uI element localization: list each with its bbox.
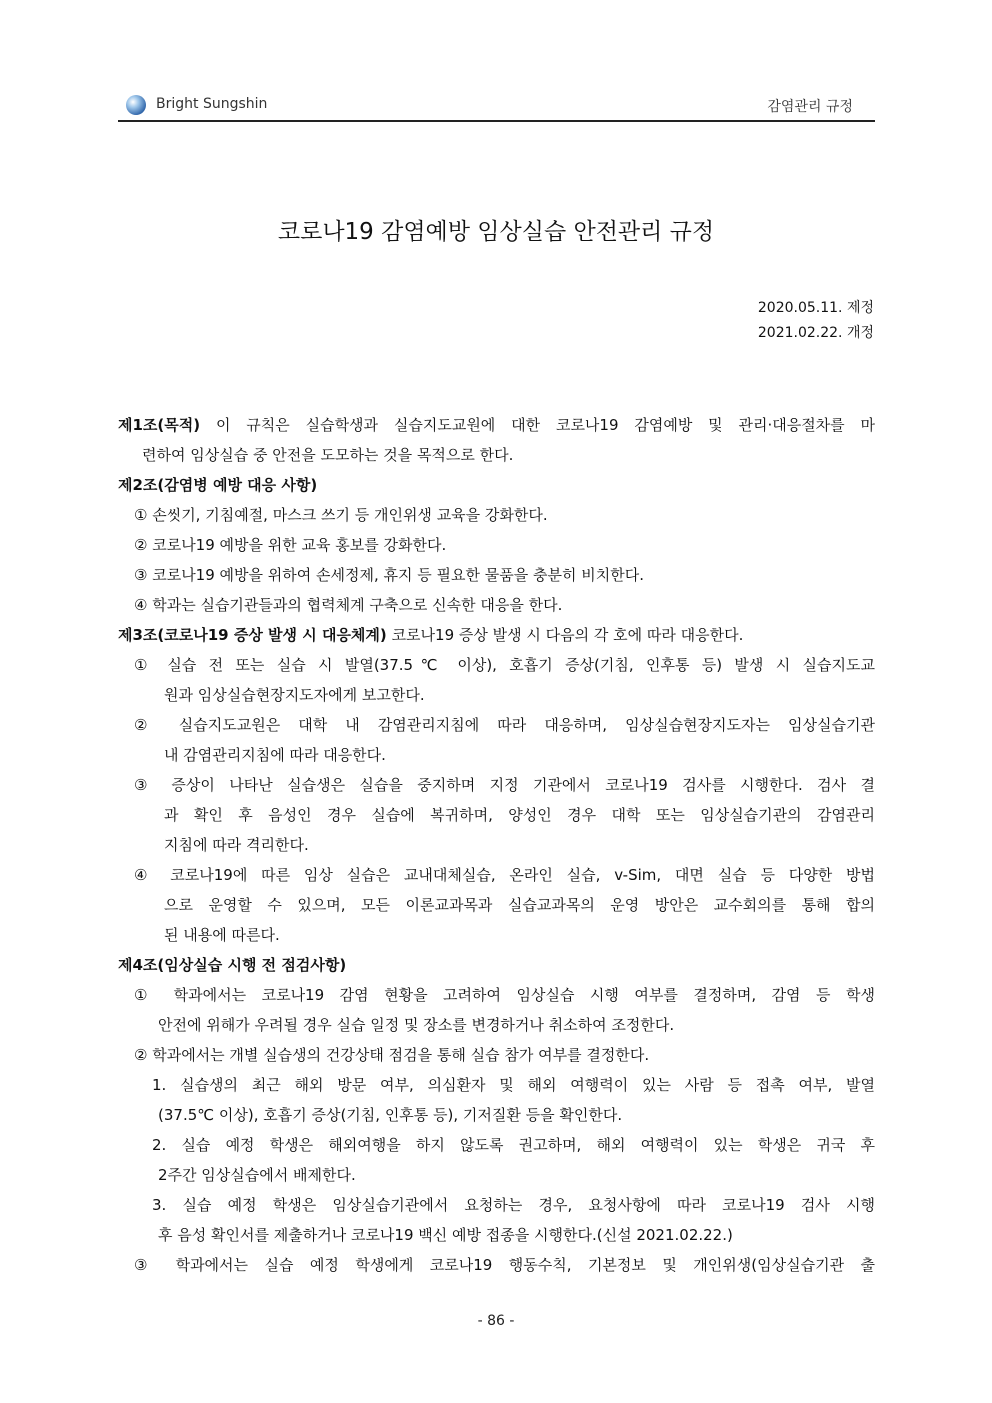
article-3-heading-line: 제3조(코로나19 증상 발생 시 대응체계) 코로나19 증상 발생 시 다음의 각 호에 따라 대응한다.	[118, 626, 744, 644]
article-2-item-2: ② 코로나19 예방을 위한 교육 홍보를 강화한다.	[134, 536, 447, 554]
article-4-line-1: ① 학과에서는 코로나19 감염 현황을 고려하여 임상실습 시행 여부를 결정하며, 감염 등 학생	[134, 986, 875, 1004]
article-4-line-3: ② 학과에서는 개별 실습생의 건강상태 점검을 통해 실습 참가 여부를 결정한다.	[134, 1046, 650, 1064]
page-header	[118, 92, 875, 122]
revision-dates	[758, 296, 874, 346]
article-2-item-1: ① 손씻기, 기침예절, 마스크 쓰기 등 개인위생 교육을 강화한다.	[134, 506, 548, 524]
article-4-heading: 제4조(임상실습 시행 전 점검사항)	[118, 956, 347, 974]
article-3-line-9: 으로 운영할 수 있으며, 모든 이론교과목과 실습교과목의 운영 방안은 교수회의를 통해 합의	[164, 896, 875, 914]
article-3-heading: 제3조(코로나19 증상 발생 시 대응체계)	[118, 626, 387, 644]
globe-logo-icon	[126, 95, 146, 115]
article-1-line-2: 련하여 임상실습 중 안전을 도모하는 것을 목적으로 한다.	[142, 446, 514, 464]
article-4-line-6: 2. 실습 예정 학생은 해외여행을 하지 않도록 권고하며, 해외 여행력이 있는 학생은 귀국 후	[152, 1136, 875, 1154]
article-4-line-5: (37.5℃ 이상), 호흡기 증상(기침, 인후통 등), 기저질환 등을 확인한다.	[158, 1106, 623, 1124]
document-title: 코로나19 감염예방 임상실습 안전관리 규정	[277, 219, 715, 245]
article-3-line-5: ③ 증상이 나타난 실습생은 실습을 중지하며 지정 기관에서 코로나19 검사를 시행한다. 검사 결	[134, 776, 875, 794]
article-2-item-4: ④ 학과는 실습기관들과의 협력체계 구축으로 신속한 대응을 한다.	[134, 596, 563, 614]
article-2-item-3: ③ 코로나19 예방을 위하여 손세정제, 휴지 등 필요한 물품을 충분히 비치한다.	[134, 566, 644, 584]
article-3-line-10: 된 내용에 따른다.	[164, 926, 280, 944]
article-3-line-3: ② 실습지도교원은 대학 내 감염관리지침에 따라 대응하며, 임상실습현장지도자는 임상실습기관	[134, 716, 875, 734]
article-1-line-1: 제1조(목적) 이 규칙은 실습학생과 실습지도교원에 대한 코로나19 감염예방 및 관리·대응절차를 마	[118, 416, 875, 434]
article-2-heading: 제2조(감염병 예방 대응 사항)	[118, 476, 318, 494]
article-1-heading: 제1조(목적)	[118, 416, 201, 434]
page-number: - 86 -	[477, 1313, 515, 1329]
article-3-line-1: ① 실습 전 또는 실습 시 발열(37.5℃ 이상), 호흡기 증상(기침, 인후통 등) 발생 시 실습지도교	[134, 656, 875, 674]
revised-date: 2021.02.22. 개정	[757, 325, 874, 341]
article-4-line-9: 후 음성 확인서를 제출하거나 코로나19 백신 예방 접종을 시행한다.(신설 2021.02.22.)	[158, 1226, 733, 1244]
enacted-date: 2020.05.11. 제정	[757, 300, 874, 316]
article-3-line-2: 원과 임상실습현장지도자에게 보고한다.	[164, 686, 425, 704]
brand-name: Bright Sungshin	[156, 96, 268, 112]
article-4-line-10: ③ 학과에서는 실습 예정 학생에게 코로나19 행동수칙, 기본정보 및 개인위생(임상실습기관 출	[134, 1256, 875, 1274]
article-4-line-2: 안전에 위해가 우려될 경우 실습 일정 및 장소를 변경하거나 취소하여 조정한다.	[158, 1016, 675, 1034]
article-4-line-8: 3. 실습 예정 학생은 임상실습기관에서 요청하는 경우, 요청사항에 따라 코로나19 검사 시행	[152, 1196, 875, 1214]
article-3-line-6: 과 확인 후 음성인 경우 실습에 복귀하며, 양성인 경우 대학 또는 임상실습기관의 감염관리	[164, 806, 875, 824]
article-4-line-7: 2주간 임상실습에서 배제한다.	[158, 1166, 356, 1184]
document-body	[118, 410, 875, 1280]
article-4-line-4: 1. 실습생의 최근 해외 방문 여부, 의심환자 및 해외 여행력이 있는 사람 등 접촉 여부, 발열	[152, 1076, 875, 1094]
article-3-line-7: 지침에 따라 격리한다.	[164, 836, 309, 854]
article-3-line-4: 내 감염관리지침에 따라 대응한다.	[164, 746, 386, 764]
header-section-title: 감염관리 규정	[767, 99, 853, 115]
article-3-line-8: ④ 코로나19에 따른 임상 실습은 교내대체실습, 온라인 실습, v-Sim, 대면 실습 등 다양한 방법	[134, 866, 875, 884]
